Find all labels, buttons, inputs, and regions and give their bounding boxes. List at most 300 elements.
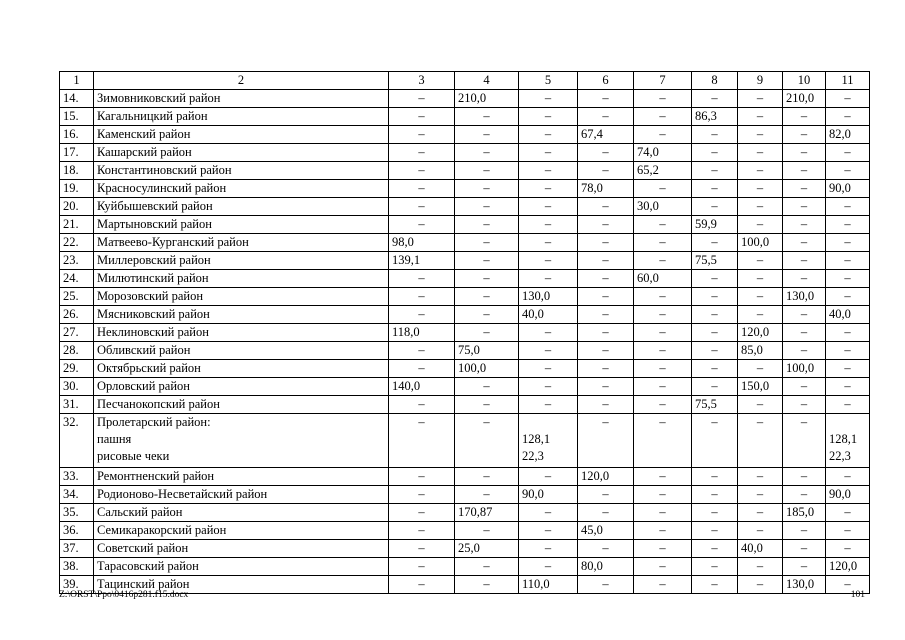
table-row [60, 414, 870, 468]
value-text: – [602, 271, 609, 285]
district-name-line: Советский район [97, 541, 189, 555]
value-cell [826, 468, 870, 486]
district-name [94, 144, 389, 162]
value-text: 22,3 [829, 449, 851, 463]
value-text: – [711, 577, 718, 591]
value-text: – [418, 415, 425, 429]
value-cell [519, 486, 578, 504]
value-cell [389, 180, 455, 198]
value-text: – [659, 181, 666, 195]
row-number: 14. [60, 90, 94, 108]
value-text: – [544, 559, 552, 573]
value-text: – [800, 217, 808, 231]
value-cell [826, 522, 870, 540]
value-text: – [659, 325, 666, 339]
value-text: – [711, 487, 718, 501]
value-text: – [844, 199, 851, 213]
value-text: – [602, 91, 609, 105]
value-text: – [844, 397, 851, 411]
value-cell [634, 342, 692, 360]
row-number: 20. [60, 198, 94, 216]
value-text: 100,0 [741, 235, 770, 249]
value-cell [783, 486, 826, 504]
value-cell [634, 270, 692, 288]
district-name-line: Мартыновский район [97, 217, 212, 231]
value-cell [455, 360, 519, 378]
district-name-line: Сальский район [97, 505, 183, 519]
value-cell [634, 234, 692, 252]
value-text: – [544, 217, 552, 231]
value-cell [389, 378, 455, 396]
header-cell: 2 [94, 72, 389, 90]
value-text: – [483, 469, 490, 483]
value-cell [389, 270, 455, 288]
row-number: 33. [60, 468, 94, 486]
value-cell [634, 108, 692, 126]
value-cell [455, 180, 519, 198]
value-text: – [659, 289, 666, 303]
value-text: – [800, 325, 808, 339]
table-row [60, 324, 870, 342]
value-text: 90,0 [829, 181, 851, 195]
value-cell [783, 234, 826, 252]
value-text: – [602, 109, 609, 123]
value-text: – [711, 127, 718, 141]
header-cell: 7 [634, 72, 692, 90]
value-cell [578, 360, 634, 378]
value-text: 74,0 [637, 145, 659, 159]
table-row [60, 288, 870, 306]
value-cell [634, 540, 692, 558]
value-cell [783, 360, 826, 378]
value-text: – [844, 361, 851, 375]
value-cell [389, 342, 455, 360]
district-name-line: Орловский район [97, 379, 190, 393]
district-name [94, 486, 389, 504]
value-text: – [844, 469, 851, 483]
header-cell: 9 [738, 72, 783, 90]
district-name-line: Каменский район [97, 127, 191, 141]
value-cell [692, 126, 738, 144]
row-number: 24. [60, 270, 94, 288]
value-text [829, 415, 866, 432]
value-text: – [756, 415, 764, 429]
row-number: 25. [60, 288, 94, 306]
district-name-line: Кагальницкий район [97, 109, 208, 123]
value-text: – [602, 361, 609, 375]
table-row [60, 522, 870, 540]
value-text: 120,0 [829, 559, 858, 573]
row-number: 30. [60, 378, 94, 396]
value-cell [692, 396, 738, 414]
row-number: 35. [60, 504, 94, 522]
value-text: – [602, 289, 609, 303]
table-row [60, 108, 870, 126]
value-cell [826, 108, 870, 126]
value-text [695, 449, 734, 466]
value-text: – [756, 163, 764, 177]
value-cell [738, 540, 783, 558]
value-cell [578, 342, 634, 360]
value-cell [826, 198, 870, 216]
value-text: – [844, 145, 851, 159]
value-cell [783, 468, 826, 486]
value-text: 40,0 [741, 541, 763, 555]
value-text [637, 449, 688, 466]
header-cell: 6 [578, 72, 634, 90]
value-cell [738, 144, 783, 162]
value-cell [783, 504, 826, 522]
value-text: – [844, 505, 851, 519]
value-text: – [756, 469, 764, 483]
district-name [94, 504, 389, 522]
value-cell [634, 252, 692, 270]
value-text [786, 432, 822, 449]
value-cell [783, 180, 826, 198]
value-text: – [544, 91, 552, 105]
value-cell [578, 378, 634, 396]
value-cell [389, 288, 455, 306]
value-text: – [483, 145, 490, 159]
value-cell [578, 198, 634, 216]
value-cell [783, 252, 826, 270]
value-text: – [602, 307, 609, 321]
value-cell [389, 90, 455, 108]
value-text: – [844, 217, 851, 231]
district-name [94, 414, 389, 468]
value-text: – [659, 361, 666, 375]
value-text: – [483, 127, 490, 141]
value-cell [519, 216, 578, 234]
value-cell [738, 576, 783, 594]
value-text: – [602, 343, 609, 357]
value-text: – [602, 577, 609, 591]
table-row [60, 468, 870, 486]
value-cell [783, 378, 826, 396]
value-cell [692, 180, 738, 198]
value-cell [634, 180, 692, 198]
value-cell [692, 216, 738, 234]
value-text: – [711, 541, 718, 555]
value-cell [389, 108, 455, 126]
value-cell [826, 162, 870, 180]
value-text: – [756, 361, 764, 375]
district-name-line: Константиновский район [97, 163, 232, 177]
value-cell [634, 306, 692, 324]
value-text: 120,0 [581, 469, 610, 483]
value-cell [738, 126, 783, 144]
value-cell [692, 90, 738, 108]
value-text: 90,0 [522, 487, 544, 501]
value-cell [692, 468, 738, 486]
value-text: – [483, 577, 490, 591]
value-cell [738, 216, 783, 234]
value-cell [634, 162, 692, 180]
value-text: – [483, 217, 490, 231]
row-number: 38. [60, 558, 94, 576]
value-text: – [544, 127, 552, 141]
value-text: – [756, 307, 764, 321]
row-number: 26. [60, 306, 94, 324]
value-cell [634, 90, 692, 108]
value-text: – [756, 397, 764, 411]
value-text: – [659, 127, 666, 141]
value-text: – [602, 397, 609, 411]
value-text: – [544, 523, 552, 537]
value-cell [783, 414, 826, 468]
value-text: – [711, 91, 718, 105]
header-cell: 1 [60, 72, 94, 90]
value-text: – [800, 415, 808, 429]
value-text: – [711, 505, 718, 519]
value-text: – [711, 163, 718, 177]
value-cell [826, 324, 870, 342]
value-cell [738, 414, 783, 468]
value-cell [826, 126, 870, 144]
district-name [94, 558, 389, 576]
value-text [637, 432, 688, 449]
value-text: – [602, 253, 609, 267]
value-text: – [711, 415, 718, 429]
value-cell [578, 486, 634, 504]
district-name [94, 288, 389, 306]
row-number: 28. [60, 342, 94, 360]
value-cell [519, 324, 578, 342]
value-text: – [418, 163, 425, 177]
value-text: – [418, 271, 425, 285]
value-text: – [602, 505, 609, 519]
value-text: – [659, 379, 666, 393]
value-cell [783, 108, 826, 126]
value-cell [578, 414, 634, 468]
value-cell [389, 306, 455, 324]
value-cell [738, 252, 783, 270]
value-text [458, 449, 515, 466]
district-name [94, 522, 389, 540]
value-cell [519, 540, 578, 558]
value-text: – [711, 145, 718, 159]
district-name-line: Пролетарский район: [97, 415, 211, 429]
value-text: – [844, 577, 851, 591]
value-cell [634, 414, 692, 468]
value-text [522, 415, 574, 432]
value-cell [455, 540, 519, 558]
value-text: – [418, 289, 425, 303]
value-text: – [800, 307, 808, 321]
value-cell [738, 378, 783, 396]
value-cell [578, 252, 634, 270]
value-text: – [418, 91, 425, 105]
value-cell [783, 90, 826, 108]
value-text: – [418, 577, 425, 591]
value-text: 30,0 [637, 199, 659, 213]
value-cell [389, 234, 455, 252]
value-cell [738, 198, 783, 216]
value-text: – [756, 487, 764, 501]
value-cell [783, 216, 826, 234]
value-text: – [756, 253, 764, 267]
value-cell [692, 558, 738, 576]
value-cell [738, 288, 783, 306]
value-text: – [418, 181, 425, 195]
value-text: 150,0 [741, 379, 770, 393]
value-text: – [544, 235, 552, 249]
value-text: – [800, 271, 808, 285]
value-cell [692, 198, 738, 216]
district-name-line: Тарасовский район [97, 559, 199, 573]
value-cell [578, 288, 634, 306]
header-cell: 11 [826, 72, 870, 90]
header-cell: 3 [389, 72, 455, 90]
value-text: 65,2 [637, 163, 659, 177]
value-cell [826, 504, 870, 522]
value-cell [389, 144, 455, 162]
value-cell [783, 342, 826, 360]
value-text: 130,0 [786, 289, 815, 303]
value-cell [389, 162, 455, 180]
value-cell [634, 522, 692, 540]
value-cell [455, 576, 519, 594]
value-text: – [483, 379, 490, 393]
value-cell [692, 342, 738, 360]
value-text: – [711, 361, 718, 375]
value-text: 22,3 [522, 449, 544, 463]
district-name [94, 306, 389, 324]
row-number: 21. [60, 216, 94, 234]
value-cell [519, 342, 578, 360]
value-text: – [418, 541, 425, 555]
value-text: – [800, 127, 808, 141]
value-text: – [659, 505, 666, 519]
value-cell [783, 144, 826, 162]
value-cell [389, 576, 455, 594]
value-text: – [602, 541, 609, 555]
value-text: – [418, 469, 425, 483]
value-text: – [756, 271, 764, 285]
value-cell [389, 126, 455, 144]
value-cell [455, 288, 519, 306]
value-text: – [544, 199, 552, 213]
value-cell [519, 414, 578, 468]
value-text: – [418, 343, 425, 357]
district-name [94, 540, 389, 558]
value-cell [389, 216, 455, 234]
value-text: – [418, 505, 425, 519]
value-cell [389, 504, 455, 522]
district-name-line: Морозовский район [97, 289, 204, 303]
value-text: – [711, 469, 718, 483]
value-cell [519, 252, 578, 270]
value-text [392, 432, 451, 449]
value-cell [578, 576, 634, 594]
value-text: – [544, 397, 552, 411]
value-text: – [544, 163, 552, 177]
value-text: – [544, 541, 552, 555]
row-number: 34. [60, 486, 94, 504]
value-cell [519, 144, 578, 162]
value-cell [692, 306, 738, 324]
value-text: – [711, 559, 718, 573]
value-cell [389, 324, 455, 342]
value-cell [455, 216, 519, 234]
value-text [695, 432, 734, 449]
value-text: – [483, 163, 490, 177]
value-text: – [602, 163, 609, 177]
value-text: 75,0 [458, 343, 480, 357]
value-cell [455, 342, 519, 360]
value-text: – [844, 253, 851, 267]
value-cell [738, 180, 783, 198]
value-cell [738, 522, 783, 540]
value-text: – [544, 343, 552, 357]
value-cell [578, 468, 634, 486]
value-cell [826, 360, 870, 378]
value-text: – [483, 235, 490, 249]
value-cell [692, 162, 738, 180]
district-name [94, 180, 389, 198]
value-cell [738, 234, 783, 252]
value-text: – [756, 523, 764, 537]
value-text: – [544, 361, 552, 375]
value-cell [634, 288, 692, 306]
value-text: – [659, 487, 666, 501]
value-text: – [418, 109, 425, 123]
value-cell [519, 270, 578, 288]
value-cell [455, 162, 519, 180]
value-cell [455, 198, 519, 216]
row-number: 27. [60, 324, 94, 342]
value-text: – [418, 127, 425, 141]
value-text: – [844, 91, 851, 105]
value-text: – [844, 379, 851, 393]
value-text: – [483, 199, 490, 213]
district-name-line: пашня [97, 432, 132, 446]
value-cell [519, 108, 578, 126]
value-cell [826, 234, 870, 252]
value-cell [634, 144, 692, 162]
table-row [60, 162, 870, 180]
district-name [94, 342, 389, 360]
value-cell [455, 90, 519, 108]
value-text: – [602, 235, 609, 249]
value-text: 140,0 [392, 379, 421, 393]
value-cell [692, 324, 738, 342]
row-number: 22. [60, 234, 94, 252]
value-text: – [418, 523, 425, 537]
value-text: – [602, 415, 609, 429]
value-text: – [418, 397, 425, 411]
value-cell [692, 288, 738, 306]
value-text [741, 449, 779, 466]
value-cell [692, 378, 738, 396]
value-text: 78,0 [581, 181, 603, 195]
value-text: – [756, 145, 764, 159]
value-text: 85,0 [741, 343, 763, 357]
value-cell [578, 108, 634, 126]
value-text [458, 432, 515, 449]
value-text: – [756, 199, 764, 213]
value-cell [692, 270, 738, 288]
value-text: – [659, 217, 666, 231]
value-cell [578, 144, 634, 162]
value-text: – [659, 541, 666, 555]
value-text: 80,0 [581, 559, 603, 573]
value-text: 25,0 [458, 541, 480, 555]
table-row [60, 252, 870, 270]
value-text: 82,0 [829, 127, 851, 141]
row-number: 15. [60, 108, 94, 126]
value-cell [389, 558, 455, 576]
